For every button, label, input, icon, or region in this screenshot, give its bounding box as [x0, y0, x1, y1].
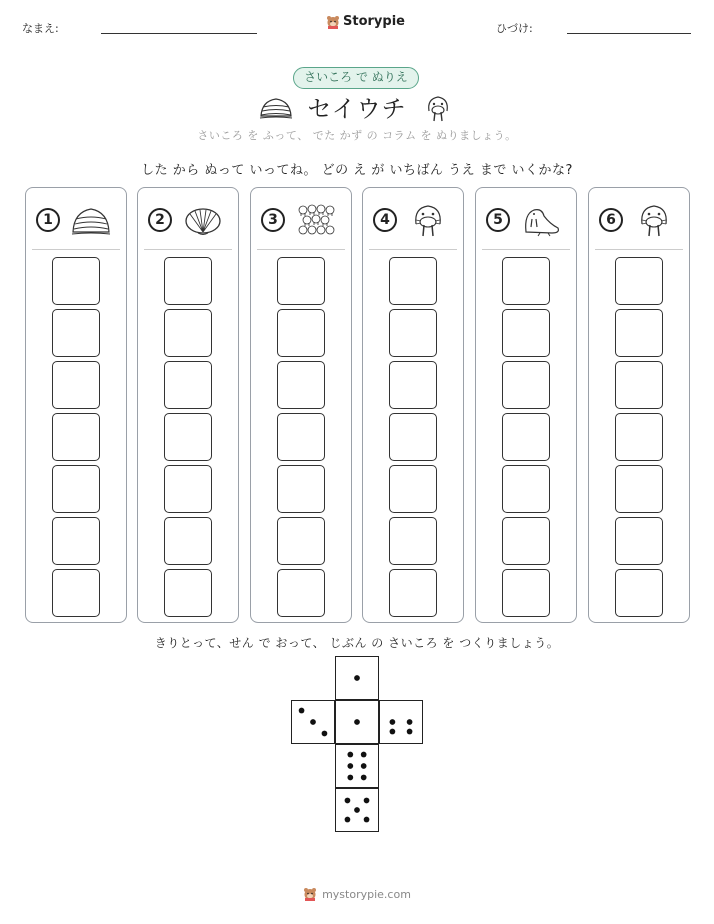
dice-face-top — [335, 656, 379, 700]
ice-floe-icon — [70, 202, 112, 238]
column-number: 5 — [486, 208, 510, 232]
coloring-cell[interactable] — [277, 257, 325, 305]
dice-column-4 — [362, 187, 464, 623]
instruction-main: した から ぬって いってね。 どの え が いちばん うえ まで いくかな? — [141, 163, 573, 178]
coloring-cell[interactable] — [615, 413, 663, 461]
coloring-cell[interactable] — [52, 361, 100, 409]
coloring-cell[interactable] — [277, 517, 325, 565]
coloring-cell[interactable] — [502, 465, 550, 513]
dice-column-6 — [588, 187, 690, 623]
dice-pip — [310, 719, 316, 725]
coloring-cell[interactable] — [52, 569, 100, 617]
dice-pip — [347, 752, 353, 758]
coloring-cell[interactable] — [52, 309, 100, 357]
column-divider — [257, 249, 345, 250]
subtitle-badge: さいころ で ぬりえ — [293, 67, 419, 89]
walrus-body-icon — [520, 202, 562, 238]
dice-pip — [345, 798, 351, 804]
dice-face-lower — [335, 744, 379, 788]
instruction-gray: さいころ を ふって、 でた かず の コラム を ぬりましょう。 — [197, 129, 517, 142]
dice-pip — [354, 719, 360, 725]
dice-pips — [336, 789, 378, 831]
dice-pips — [292, 701, 334, 743]
column-number: 3 — [261, 208, 285, 232]
coloring-cell[interactable] — [389, 465, 437, 513]
coloring-cell[interactable] — [52, 517, 100, 565]
coloring-cell[interactable] — [389, 413, 437, 461]
dice-pip — [354, 807, 360, 813]
coloring-cell[interactable] — [277, 309, 325, 357]
column-divider — [369, 249, 457, 250]
dice-pip — [345, 817, 351, 823]
column-divider — [32, 249, 120, 250]
footer — [0, 887, 714, 901]
dice-face-left — [291, 700, 335, 744]
dice-pip — [361, 752, 367, 758]
dice-pips — [380, 701, 422, 743]
dice-pip — [299, 708, 305, 714]
coloring-cell[interactable] — [164, 257, 212, 305]
dice-pip — [361, 763, 367, 769]
coloring-cell[interactable] — [615, 361, 663, 409]
coloring-cell[interactable] — [164, 413, 212, 461]
coloring-cell[interactable] — [502, 361, 550, 409]
coloring-cell[interactable] — [389, 569, 437, 617]
coloring-cell[interactable] — [277, 361, 325, 409]
column-number: 1 — [36, 208, 60, 232]
coloring-cell[interactable] — [389, 257, 437, 305]
dice-pip — [407, 719, 413, 725]
cut-instruction: きりとって、せん で おって、 じぶん の さいころ を つくりましょう。 — [154, 636, 560, 650]
coloring-cell[interactable] — [615, 309, 663, 357]
coloring-cell[interactable] — [52, 465, 100, 513]
coloring-cell[interactable] — [164, 569, 212, 617]
dice-pip — [364, 798, 370, 804]
column-number: 2 — [148, 208, 172, 232]
coloring-cell[interactable] — [502, 257, 550, 305]
ice-floe-icon — [258, 95, 294, 121]
coloring-cell[interactable] — [52, 413, 100, 461]
dice-pip — [347, 775, 353, 781]
dice-column-3 — [250, 187, 352, 623]
dice-pip — [407, 729, 413, 735]
dice-pip — [347, 763, 353, 769]
coloring-cell[interactable] — [52, 257, 100, 305]
coloring-cell[interactable] — [277, 413, 325, 461]
clam-shell-icon — [182, 202, 224, 238]
dice-pip — [390, 719, 396, 725]
walrus-face-icon — [407, 202, 449, 238]
coloring-cell[interactable] — [277, 465, 325, 513]
dice-face-bottom — [335, 788, 379, 832]
dice-pip — [354, 675, 360, 681]
coloring-cell[interactable] — [389, 309, 437, 357]
coloring-cell[interactable] — [164, 309, 212, 357]
bear-icon — [326, 15, 340, 29]
coloring-cell[interactable] — [502, 309, 550, 357]
coloring-cell[interactable] — [389, 361, 437, 409]
date-label: ひづけ: — [496, 22, 533, 35]
column-divider — [482, 249, 570, 250]
dice-face-center — [335, 700, 379, 744]
coloring-cell[interactable] — [615, 465, 663, 513]
coloring-cell[interactable] — [164, 361, 212, 409]
page-title: セイウチ — [307, 95, 407, 123]
dice-column-5 — [475, 187, 577, 623]
brand-name: Storypie — [343, 14, 405, 29]
dice-column-1 — [25, 187, 127, 623]
dice-pips — [336, 745, 378, 787]
coloring-cell[interactable] — [389, 517, 437, 565]
coloring-cell[interactable] — [277, 569, 325, 617]
dice-face-right — [379, 700, 423, 744]
walrus-herd-icon — [295, 202, 337, 238]
column-divider — [595, 249, 683, 250]
coloring-cell[interactable] — [502, 569, 550, 617]
dice-pips — [336, 657, 378, 699]
dice-pip — [322, 731, 328, 737]
walrus-face-icon — [633, 202, 675, 238]
walrus-face-icon — [423, 93, 453, 123]
column-number: 6 — [599, 208, 623, 232]
coloring-cell[interactable] — [502, 413, 550, 461]
footer-site[interactable]: mystorypie.com — [322, 887, 411, 901]
dice-pip — [364, 817, 370, 823]
date-line — [567, 33, 691, 34]
coloring-cell[interactable] — [164, 517, 212, 565]
dice-pip — [361, 775, 367, 781]
coloring-cell[interactable] — [615, 517, 663, 565]
dice-column-2 — [137, 187, 239, 623]
coloring-cell[interactable] — [615, 257, 663, 305]
dice-pip — [390, 729, 396, 735]
column-divider — [144, 249, 232, 250]
coloring-cell[interactable] — [164, 465, 212, 513]
name-line — [101, 33, 257, 34]
coloring-cell[interactable] — [615, 569, 663, 617]
dice-pips — [336, 701, 378, 743]
coloring-cell[interactable] — [502, 517, 550, 565]
column-number: 4 — [373, 208, 397, 232]
name-label: なまえ: — [22, 22, 59, 35]
brand-logo — [326, 14, 405, 29]
bear-icon — [303, 887, 317, 901]
